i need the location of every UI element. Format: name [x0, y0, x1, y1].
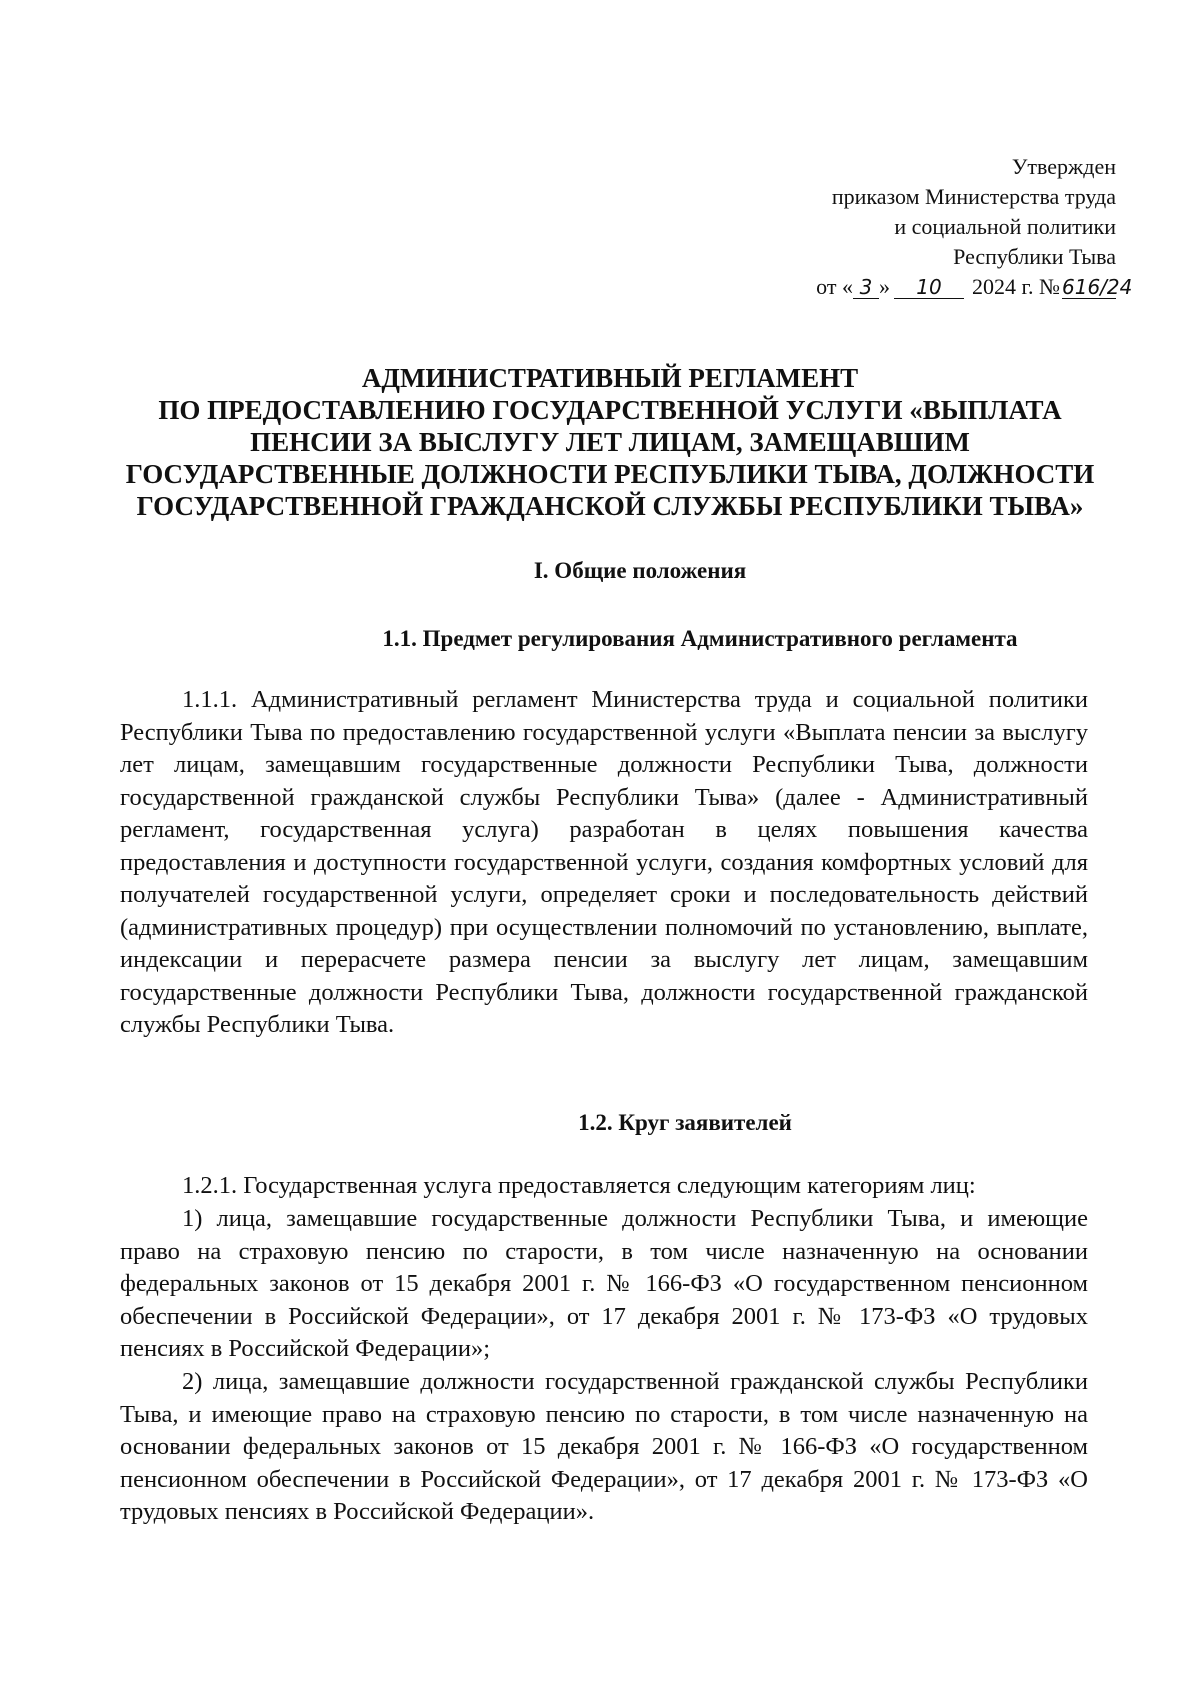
section-heading-general: I. Общие положения	[533, 558, 747, 583]
approval-line-order: приказом Министерства труда	[831, 184, 1116, 209]
handwritten-order-number: 616/24	[1062, 275, 1133, 299]
approval-date-line	[696, 272, 1133, 302]
handwritten-day: 3	[853, 276, 879, 299]
title-line-4: ГОСУДАРСТВЕННЫЕ ДОЛЖНОСТИ РЕСПУБЛИКИ ТЫВА, ДОЛЖНОСТИ	[125, 459, 1095, 489]
document-title	[110, 362, 1110, 522]
title-line-1: АДМИНИСТРАТИВНЫЙ РЕГЛАМЕНТ	[361, 363, 859, 393]
title-line-2: ПО ПРЕДОСТАВЛЕНИЮ ГОСУДАРСТВЕННОЙ УСЛУГИ «ВЫПЛАТА	[158, 395, 1062, 425]
approval-line-approved: Утвержден	[1011, 154, 1116, 179]
list-item-2: 2) лица, замещавшие должности государственной гражданской службы Республики Тыва, и имеющие право на страховую пенсию по старости, в том числе назначенную на основании федеральных законов от 15 декабря 2001 г. № 166-ФЗ «О государственном пенсионном обеспечении в Российской Федерации», от 17 декабря 2001 г. № 173-ФЗ «О трудовых пенсиях в Российской Федерации».	[120, 1368, 1088, 1525]
approval-line-policy: и социальной политики	[894, 214, 1116, 239]
title-line-5: ГОСУДАРСТВЕННОЙ ГРАЖДАНСКОЙ СЛУЖБЫ РЕСПУБЛИКИ ТЫВА»	[136, 491, 1084, 521]
title-line-3: ПЕНСИИ ЗА ВЫСЛУГУ ЛЕТ ЛИЦАМ, ЗАМЕЩАВШИМ	[250, 427, 970, 457]
paragraph-1-2-1: 1.2.1. Государственная услуга предоставляется следующим категориям лиц:	[182, 1172, 976, 1199]
date-year-number: 2024 г. №	[971, 274, 1060, 299]
handwritten-month: 10	[894, 276, 964, 299]
date-prefix: от «	[816, 274, 853, 299]
approval-line-republic: Республики Тыва	[953, 244, 1116, 269]
date-mid: »	[878, 274, 890, 299]
paragraph-1-1-1: 1.1.1. Административный регламент Министерства труда и социальной политики Республики Тыва по предоставлению государственной услуги «Выплата пенсии за выслугу лет лицам, замещавшим государственные должности Республики Тыва, должности государственной гражданской службы Республики Тыва» (далее - Административный регламент, государственная услуга) разработан в целях повышения качества предоставления и доступности государственной услуги, создания комфортных условий для получателей государственной услуги, определяет сроки и последовательность действий (административных процедур) при осуществлении полномочий по установлению, выплате, индексации и перерасчете размера пенсии за выслугу лет лицам, замещавшим государственные должности Республики Тыва, должности государственной гражданской службы Республики Тыва.	[120, 686, 1088, 1038]
list-item-1: 1) лица, замещавшие государственные должности Республики Тыва, и имеющие право на страховую пенсию по старости, в том числе назначенную на основании федеральных законов от 15 декабря 2001 г. № 166-ФЗ «О государственном пенсионном обеспечении в Российской Федерации», от 17 декабря 2001 г. № 173-ФЗ «О трудовых пенсиях в Российской Федерации»;	[120, 1205, 1088, 1362]
section-heading-applicants: 1.2. Круг заявителей	[578, 1110, 792, 1135]
approval-stamp	[696, 152, 1133, 302]
section-heading-subject: 1.1. Предмет регулирования Административного регламента	[382, 626, 1018, 651]
